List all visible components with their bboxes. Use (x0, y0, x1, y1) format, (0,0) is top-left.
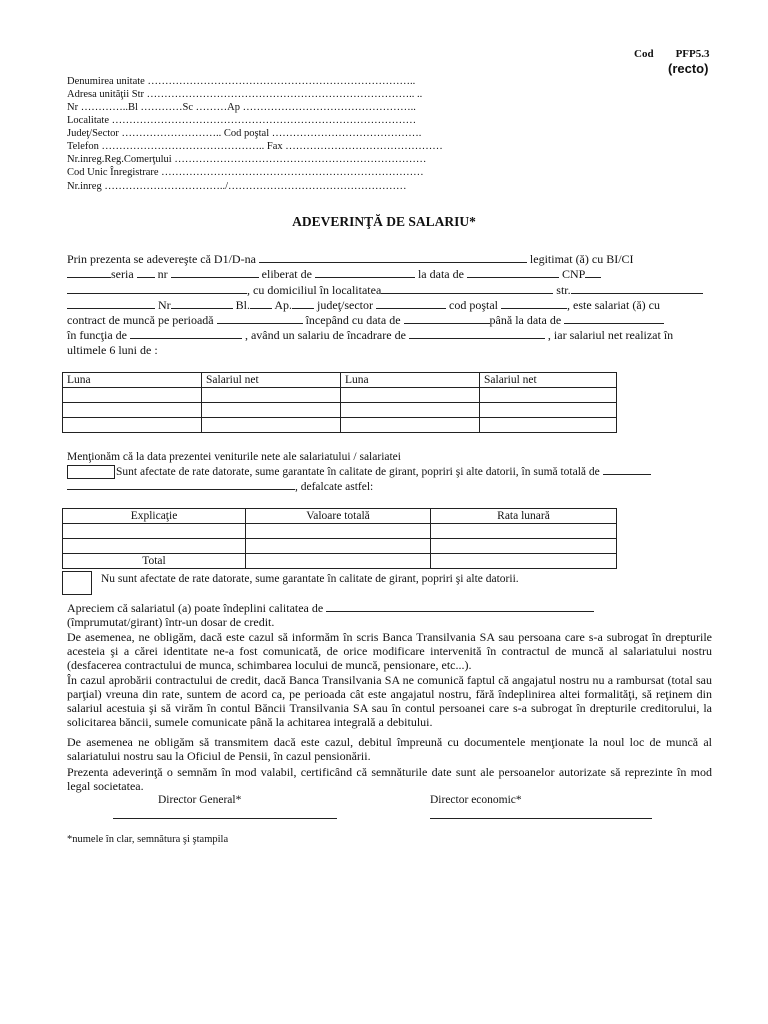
street-continued-field[interactable] (67, 298, 155, 309)
table-cell[interactable] (63, 539, 246, 554)
document-title: ADEVERINŢĂ DE SALARIU* (292, 214, 476, 229)
table-cell[interactable] (431, 554, 617, 569)
cnp-field[interactable] (585, 267, 601, 278)
intro-line-3 (67, 283, 712, 297)
table-cell[interactable] (246, 554, 431, 569)
table-cell[interactable] (431, 539, 617, 554)
breakdown-text: , defalcate astfel: (295, 481, 374, 493)
end-date-label: până la data de (489, 313, 562, 327)
id-text: legitimat (ă) cu BI/CI (529, 252, 634, 266)
amount-words-field[interactable] (67, 479, 295, 490)
locality-line: Localitate …………………………………………………………………………… (67, 115, 417, 126)
cui-line: Cod Unic Înregistrare ………………………………………………………………… (67, 167, 424, 178)
table-header-row (63, 373, 617, 388)
table-cell[interactable] (480, 403, 617, 418)
table-cell[interactable] (202, 388, 341, 403)
footnote: *numele în clar, semnătura şi ştampila (67, 834, 229, 845)
contract-period-label: contract de muncă pe perioadă (67, 313, 214, 327)
intro-text: Prin prezenta se adevereşte că D1/D-na (67, 252, 256, 266)
table-row (63, 403, 617, 418)
transfer-obligation-paragraph: De asemenea ne obligăm să transmitem dacă este cazul, debitul împreună cu documentele menţionate la noul loc de muncă al salariatului nostru sau la Oficiul de Pensii, în cazul pensionării. (67, 735, 712, 763)
net-salary-table (62, 372, 617, 433)
credit-approval-paragraph: În cazul aprobării contractului de credit, dacă Banca Transilvania SA ne comunică faptul că angajatul nostru nu a rambursat (total sau parţial) vreuna din rate, suntem de acord ca, pe perioada cât este angajatul nostru, fără îndeplinirea altei formalităţi, să reţinem din salariul acestuia şi să virăm în contul Băncii Transilvania SA sau în contul persoanei care s-a subrogat în drepturile creditorului, la solicitarea băncii, sumele comunicate până la achitarea integrală a debitului. (67, 673, 712, 729)
table-cell[interactable] (202, 403, 341, 418)
base-salary-field[interactable] (409, 328, 545, 339)
form-code-label: Cod (634, 48, 654, 60)
county-field[interactable] (376, 298, 446, 309)
table-row (63, 388, 617, 403)
issued-by-field[interactable] (315, 267, 415, 278)
street-field[interactable] (571, 283, 703, 294)
net-salary-header: Salariul net (480, 373, 617, 388)
debts-table (62, 508, 617, 569)
start-date-label: începând cu data de (305, 313, 401, 327)
domicile-label: , cu domiciliul în localitatea (247, 283, 382, 297)
borrower-role-field[interactable] (326, 601, 594, 612)
nr-field[interactable] (171, 298, 233, 309)
position-label: în funcţia de (67, 328, 127, 342)
series-label: seria (111, 267, 134, 281)
table-cell[interactable] (246, 524, 431, 539)
table-cell[interactable] (341, 388, 480, 403)
table-total-row (63, 554, 617, 569)
form-code-value: PFP5.3 (675, 48, 710, 60)
id-number-field[interactable] (171, 267, 259, 278)
county-label: judeţ/sector (317, 298, 374, 312)
monthly-rate-header: Rata lunară (431, 509, 617, 524)
appraisal-text: Apreciem că salariatul (a) poate îndeplini calitatea de (67, 601, 324, 615)
table-cell[interactable] (63, 418, 202, 433)
affected-option-text: Sunt afectate de rate datorate, sume garantate în calitate de girant, popriri şi alte datorii, în sumă totală de (116, 466, 600, 478)
table-cell[interactable] (246, 539, 431, 554)
bl-field[interactable] (250, 298, 272, 309)
postal-code-field[interactable] (501, 298, 567, 309)
employee-status-text: , este salariat (ă) cu (567, 298, 660, 312)
table-row (63, 524, 617, 539)
id-series-field[interactable] (67, 267, 111, 278)
postal-code-label: cod poştal (449, 298, 499, 312)
county-postal-line: Judeţ/Sector ……………………….. Cod poştal ……………………………………. (67, 128, 422, 139)
issue-date-label: la data de (417, 267, 464, 281)
table-cell[interactable] (431, 524, 617, 539)
cnp-label: CNP (561, 267, 586, 281)
table-row (63, 418, 617, 433)
ap-label: Ap. (274, 298, 293, 312)
cnp-continued-field[interactable] (67, 283, 247, 294)
end-date-field[interactable] (564, 313, 664, 324)
table-cell[interactable] (202, 418, 341, 433)
net-salary-text: , iar salariul net realizat în (547, 328, 674, 342)
total-label: Total (63, 554, 246, 569)
appraisal-line (67, 601, 712, 615)
intro-line-2 (67, 267, 712, 281)
page-side-label: (recto) (668, 61, 709, 76)
table-cell[interactable] (63, 388, 202, 403)
series-field[interactable] (137, 267, 155, 278)
intro-line-1 (67, 252, 712, 266)
base-salary-label: , având un salariu de încadrare de (244, 328, 406, 342)
bl-label: Bl. (235, 298, 251, 312)
intro-line-5 (67, 313, 712, 327)
breakdown-line (67, 479, 712, 494)
locality-field[interactable] (381, 283, 553, 294)
economic-director-label: Director economic* (430, 794, 522, 806)
form-code (634, 48, 709, 60)
month-header: Luna (341, 373, 480, 388)
table-row (63, 539, 617, 554)
obligation-paragraph: De asemenea, ne obligăm, dacă este cazul să informăm în scris Banca Transilvania SA sau persoana care s-a subrogat în drepturile acesteia şi a cărei identitate ne-a fost comunicată, de orice modificare intervenită în contractul de muncă al salariatului nostru (desfacerea contractului de munca, schimbarea locului de muncă, pensionare, etc...). (67, 630, 712, 672)
table-cell[interactable] (341, 418, 480, 433)
contract-period-field[interactable] (217, 313, 303, 324)
intro-line-7: ultimele 6 luni de : (67, 343, 158, 357)
signature-validity-paragraph: Prezenta adeverinţă o semnăm în mod valabil, certificând că semnăturile date sunt ale persoanelor autorizate să reprezinte în mod legal societatea. (67, 765, 712, 793)
intro-line-4 (67, 298, 712, 312)
intro-line-6 (67, 328, 712, 342)
issued-by-label: eliberat de (261, 267, 312, 281)
phone-fax-line: Telefon ……………………………………….. Fax ……………………………………… (67, 141, 443, 152)
not-affected-option-text: Nu sunt afectate de rate datorate, sume garantate în calitate de girant, popriri şi alte datorii. (101, 573, 519, 585)
table-cell[interactable] (63, 524, 246, 539)
name-field[interactable] (259, 252, 527, 263)
explanation-header: Explicaţie (63, 509, 246, 524)
registration-number-line: Nr.inreg ……………………………../…………………………………………… (67, 181, 407, 192)
affected-checkbox[interactable] (67, 465, 115, 479)
total-amount-field[interactable] (603, 464, 651, 475)
table-cell[interactable] (341, 403, 480, 418)
table-cell[interactable] (480, 388, 617, 403)
table-cell[interactable] (480, 418, 617, 433)
affected-line (116, 464, 716, 479)
address-number-line: Nr …………..Bl …………Sc ………Ap ………………………………………….. (67, 102, 416, 113)
start-date-field[interactable] (404, 313, 490, 324)
total-value-header: Valoare totală (246, 509, 431, 524)
position-field[interactable] (130, 328, 242, 339)
month-header: Luna (63, 373, 202, 388)
mention-text: Menţionăm că la data prezentei veniturile nete ale salariatului / salariatei (67, 451, 401, 463)
trade-register-line: Nr.inreg.Reg.Comerţului ……………………………………………………………… (67, 154, 427, 165)
net-salary-header: Salariul net (202, 373, 341, 388)
director-general-label: Director General* (158, 794, 242, 806)
company-address-line: Adresa unităţii Str ………………………………………………………………….. .. (67, 89, 423, 100)
credit-file-text: (împrumutat/girant) într-un dosar de credit. (67, 615, 275, 629)
ap-field[interactable] (292, 298, 314, 309)
economic-director-signature-line[interactable] (430, 818, 652, 819)
not-affected-checkbox[interactable] (62, 571, 92, 595)
nr-label: Nr (158, 298, 171, 312)
table-header-row (63, 509, 617, 524)
director-general-signature-line[interactable] (113, 818, 337, 819)
issue-date-field[interactable] (467, 267, 559, 278)
number-label: nr (157, 267, 168, 281)
company-name-line: Denumirea unitate ………………………………………………………………….. (67, 76, 416, 87)
street-label: str. (556, 283, 571, 297)
table-cell[interactable] (63, 403, 202, 418)
